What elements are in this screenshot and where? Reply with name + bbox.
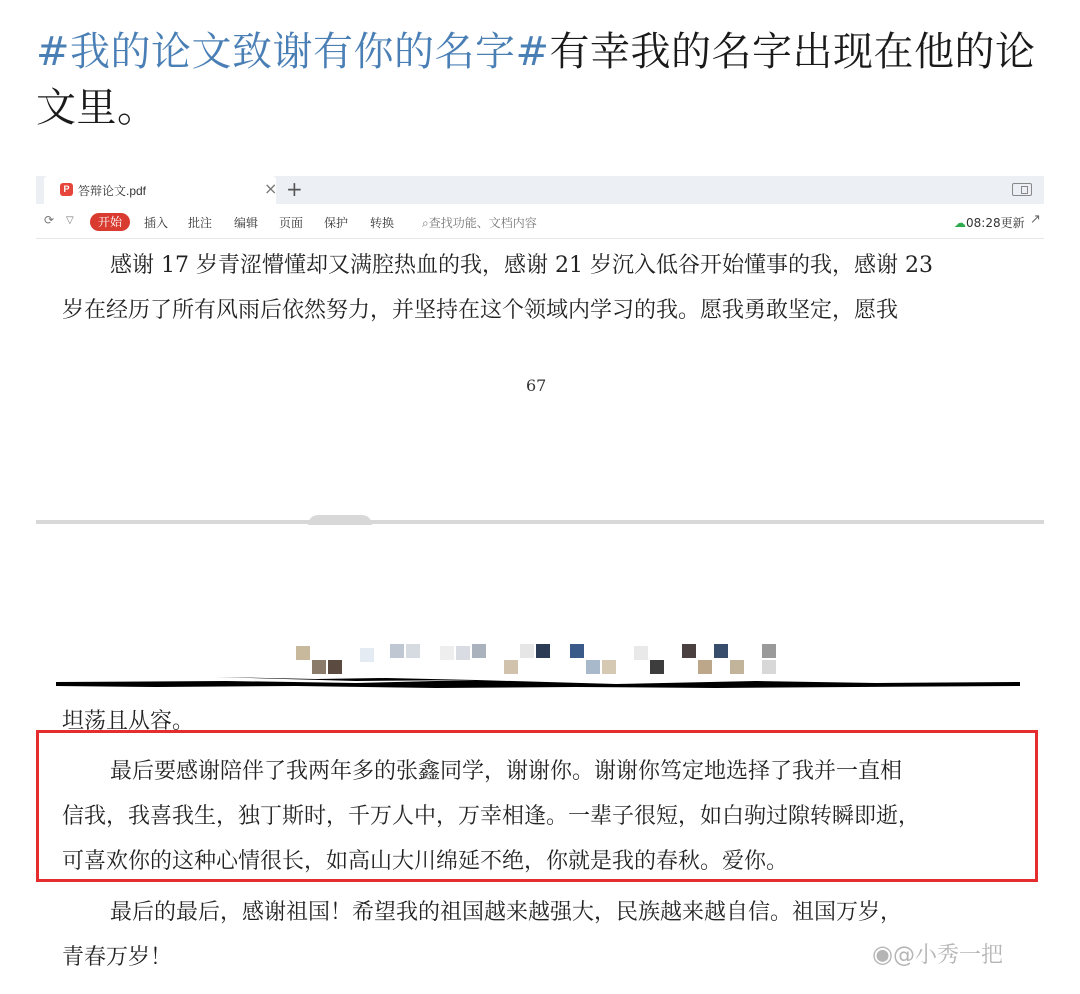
paragraph-line: 岁在经历了所有风雨后依然努力，并坚持在这个领域内学习的我。愿我勇敢坚定，愿我 <box>62 298 899 323</box>
post-title-text-line2: 文里。 <box>36 85 158 131</box>
paragraph-line: 信我，我喜我生，独丁斯时，千万人中，万幸相逢。一辈子很短，如白驹过隙转瞬即逝， <box>62 804 921 829</box>
tab-bar <box>36 176 1044 204</box>
cloud-sync-icon: ☁ <box>954 216 966 230</box>
hashtag-link[interactable]: #我的论文致谢有你的名字# <box>36 29 550 75</box>
window-layout-icon[interactable] <box>1012 183 1032 196</box>
new-tab-button[interactable]: + <box>286 177 303 201</box>
page-separator <box>36 520 1044 524</box>
paragraph-line: 感谢 17 岁青涩懵懂却又满腔热血的我，感谢 21 岁沉入低谷开始懂事的我，感谢 23 <box>110 253 933 278</box>
pixelated-redaction <box>290 640 790 680</box>
page-number: 67 <box>526 376 547 395</box>
tab-edit[interactable]: 编辑 <box>234 216 259 230</box>
watermark-text: @小秀一把 <box>892 943 1003 968</box>
pdf-reader-window <box>36 176 1044 238</box>
tab-convert[interactable]: 转换 <box>370 216 395 230</box>
post-title <box>36 24 1046 136</box>
weibo-watermark <box>872 938 1003 969</box>
tab-insert[interactable]: 插入 <box>144 216 169 230</box>
undo-icon[interactable]: ⟳ <box>44 213 55 227</box>
tab-title: 答辩论文.pdf <box>78 184 147 198</box>
page-separator-handle <box>308 515 372 525</box>
document-tab[interactable] <box>44 176 276 204</box>
dropdown-chevron-icon[interactable]: ▽ <box>66 215 74 226</box>
tab-page[interactable]: 页面 <box>279 216 304 230</box>
post-title-text: 有幸我的名字出现在他的论 <box>549 29 1036 75</box>
pdf-file-icon: P <box>60 183 73 196</box>
tab-annotate[interactable]: 批注 <box>188 216 213 230</box>
close-tab-icon[interactable]: × <box>264 179 278 198</box>
tab-start[interactable]: 开始 <box>90 213 130 231</box>
sync-status-text: 08:28更新 <box>966 216 1025 230</box>
paragraph-line: 青春万岁！ <box>62 945 173 970</box>
search-placeholder: 查找功能、文档内容 <box>428 216 537 230</box>
paragraph-line: 可喜欢你的这种心情很长，如高山大川绵延不绝，你就是我的春秋。爱你。 <box>62 849 789 874</box>
weibo-logo-icon: ◉ <box>872 940 893 968</box>
redaction-scribble <box>56 676 1020 690</box>
paragraph-line: 坦荡且从容。 <box>62 709 195 734</box>
paragraph-line: 最后要感谢陪伴了我两年多的张鑫同学，谢谢你。谢谢你笃定地选择了我并一直相 <box>110 759 903 784</box>
search-box[interactable] <box>422 214 537 231</box>
search-icon: ⌕ <box>422 216 429 230</box>
ribbon-toolbar <box>36 204 1044 239</box>
paragraph-line: 最后的最后，感谢祖国！希望我的祖国越来越强大，民族越来越自信。祖国万岁， <box>110 900 903 925</box>
tab-protect[interactable]: 保护 <box>324 216 349 230</box>
sync-status[interactable] <box>954 214 1025 231</box>
share-icon[interactable]: ↗ <box>1030 212 1041 227</box>
